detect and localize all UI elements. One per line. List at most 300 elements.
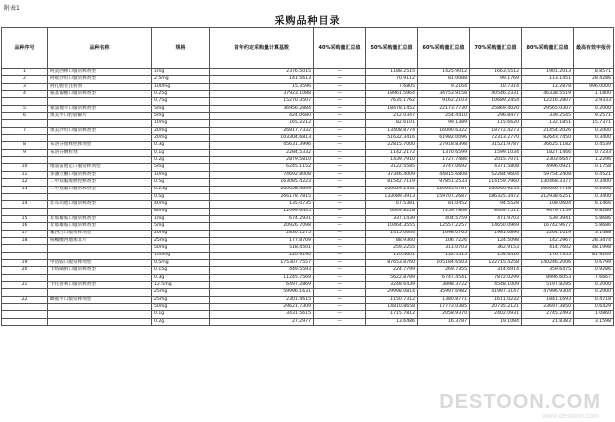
table-row [2,289,614,296]
cell-p60: 97851.2533 [418,179,470,186]
cell-p40: — [314,193,366,200]
cell-p50: 22815.7000 [366,142,418,149]
cell-p60: 99.1389 [418,120,470,127]
cell-seq: 3 [2,83,48,90]
cell-name: 雌福平口服常释剂型 [48,296,152,303]
cell-base: 2376.5015 [210,69,314,76]
cell-name [48,274,152,281]
cell-p40: — [314,274,366,281]
table-row [2,230,614,237]
table-row [2,69,614,76]
cell-max: 0.6429 [574,304,614,311]
cell-spec: 5mg [152,223,210,230]
cell-name [48,289,152,296]
cell-p60: 120035.0787 [418,186,470,193]
cell-p50: 7635.1762 [366,98,418,105]
cell-p60: 132.5515 [418,252,470,259]
cell-seq [2,311,48,318]
cell-spec: 5mg [152,113,210,120]
table-row [2,252,614,259]
cell-p80: 46338.5519 [522,91,574,98]
cell-seq: 16 [2,223,48,230]
cell-p80: 212938.6251 [522,193,574,200]
cell-p70: 122715.4258 [470,259,522,266]
cell-max: 1.1800 [574,91,614,98]
cell-spec: 50mg [152,245,210,252]
cell-name: 非那雄胺口服常释剂型 [48,215,152,222]
cell-p70: 2402.0931 [470,311,522,318]
cell-spec: 5mg [152,164,210,171]
cell-p40: — [314,149,366,156]
cell-spec: 20mg [152,127,210,134]
cell-p80: 160046.7718 [522,186,574,193]
cell-max: 0.4718 [574,296,614,303]
cell-p50: 13408.8774 [366,127,418,134]
cell-name [48,208,152,215]
cell-seq: 9 [2,149,48,156]
cell-seq [2,304,48,311]
cell-base: 27.2977 [210,318,314,325]
cell-p60: 81.0088 [418,76,470,83]
table-row [2,208,614,215]
cell-p50: 7.6805 [366,83,418,90]
cell-name: 阿扎胞苷注射剂 [48,83,152,90]
cell-name [48,120,152,127]
cell-base: 424.0680 [210,113,314,120]
cell-p50: 88.9360 [366,237,418,244]
cell-spec: 1mg [152,69,210,76]
cell-p40: — [314,208,366,215]
cell-p40: — [314,142,366,149]
cell-seq: 4 [2,91,48,98]
cell-p50: 1415.0644 [366,230,418,237]
cell-p50: 18478.1452 [366,105,418,112]
cell-base: 2830.1275 [210,230,314,237]
cell-p70: 1611.0232 [470,296,522,303]
cell-p60: 16090.6322 [418,127,470,134]
cell-p40: — [314,69,366,76]
cell-p50: 10464.3555 [366,223,418,230]
cell-base: 135.0735 [210,201,314,208]
cell-base: 175307.7557 [210,259,314,266]
cell-max: 6.8286 [574,208,614,215]
cell-base: 45631.3996 [210,142,314,149]
cell-p80: 47996.9304 [522,289,574,296]
cell-max: 0.3400 [574,179,614,186]
cell-spec: 0.15g [152,267,210,274]
cell-base: 674.2931 [210,215,314,222]
cell-seq: 6 [2,113,48,120]
cell-seq: 17 [2,230,48,237]
cell-spec: 0.5g [152,179,210,186]
cell-name: 阿莫西林口服常释剂型 [48,69,152,76]
cell-p70: 99.1769 [470,76,522,83]
table-row [2,142,614,149]
cell-p80: 2264.1019 [522,230,574,237]
cell-base: 6497.2869 [210,281,314,288]
cell-p70: 7872.0299 [470,274,522,281]
cell-spec: 40mg [152,201,210,208]
cell-p70: 8469.7511 [470,208,522,215]
cell-p60: 1425.9012 [418,69,470,76]
cell-p40: — [314,259,366,266]
table-row [2,179,614,186]
cell-p50: 18961.5964 [366,91,418,98]
cell-p40: — [314,186,366,193]
cell-max: 8.8571 [574,69,614,76]
table-row [2,83,614,90]
cell-p50: 224.7799 [366,267,418,274]
cell-p60: 159707.2687 [418,193,470,200]
cell-name: 地氯雷他定口服常释剂型 [48,164,152,171]
header-base: 首年约定采购量计算基数 [210,28,314,69]
cell-base: 11245.7569 [210,274,314,281]
cell-base: 177.8709 [210,237,314,244]
cell-p70: 40546.2331 [470,91,522,98]
cell-p40: — [314,171,366,178]
header-p40: 40%采购量汇总值 [314,28,366,69]
cell-spec: 0.25g [152,91,210,98]
cell-p60: 311.0703 [418,245,470,252]
cell-p70: 25869.4020 [470,105,522,112]
cell-p50: 133089.3913 [366,193,418,200]
cell-p40: — [314,289,366,296]
cell-base: 20926.7098 [210,223,314,230]
cell-p70: 1663.5512 [470,69,522,76]
cell-name: 枸橼酸西地那非片 [48,237,152,244]
cell-p60: 61982.0096 [418,135,470,142]
cell-base: 29621.7309 [210,304,314,311]
cell-p60: 81.0452 [418,201,470,208]
cell-spec: 0.75g [152,98,210,105]
cell-p80: 29565.0307 [522,105,574,112]
cell-spec: 10mg [152,171,210,178]
cell-p70: 314.6914 [470,267,522,274]
cell-p40: — [314,76,366,83]
cell-p70: 72313.2770 [470,135,522,142]
cell-p40: — [314,237,366,244]
cell-p60: 254.4410 [418,113,470,120]
cell-seq [2,274,48,281]
cell-p60: 3898.3722 [418,281,470,288]
cell-p80: 5197.8295 [522,281,574,288]
cell-spec: 12.5mg [152,281,210,288]
cell-max: 1.0860 [574,311,614,318]
cell-name: 阿吡沙坦口服常释剂型 [48,76,152,83]
cell-name: 氨基葡糖口服常释剂型 [48,91,152,98]
cell-name: 奥美沙坦口服常释剂型 [48,127,152,134]
cell-p80: 9679.7159 [522,208,574,215]
cell-base: 200058.4649 [210,186,314,193]
cell-seq: 8 [2,142,48,149]
cell-name: 氨氯地平口服常释剂型 [48,105,152,112]
table-row [2,318,614,325]
cell-p40: — [314,281,366,288]
cell-base: 266178.7815 [210,193,314,200]
cell-p40: — [314,135,366,142]
cell-p40: — [314,318,366,325]
cell-p80: 36625.1182 [522,142,574,149]
table-row [2,186,614,193]
cell-spec: 0.25g [152,186,210,193]
cell-spec: 0.3g [152,142,210,149]
cell-base: 165.2212 [210,120,314,127]
cell-max: 2.9333 [574,98,614,105]
cell-base: 59996.1631 [210,289,314,296]
cell-p40: — [314,164,366,171]
page-title: 采购品种目录 [274,16,341,27]
watermark-url: www.destoon.com [542,413,599,420]
cell-p40: — [314,113,366,120]
cell-p50: 1715.7812 [366,311,418,318]
table-row [2,215,614,222]
cell-p60: 22173.7730 [418,105,470,112]
cell-base: 36956.2884 [210,105,314,112]
cell-max: 0.2000 [574,289,614,296]
cell-max: 6.1466 [574,201,614,208]
cell-max: 0.2000 [574,127,614,134]
cell-p70: 2015.7071 [470,157,522,164]
cell-max: 0.2000 [574,105,614,112]
table-row [2,267,614,274]
cell-base: 26817.7332 [210,127,314,134]
cell-base: 37923.1088 [210,91,314,98]
cell-p50: 51632.3416 [366,135,418,142]
table-row [2,237,614,244]
cell-p80: 1827.1466 [522,149,574,156]
cell-p80: 142.2967 [522,237,574,244]
cell-p50: 29998.0814 [366,289,418,296]
cell-p40: — [314,252,366,259]
cell-name: 非那雄胺口服常释剂型 [48,223,152,230]
cell-spec: 0.1g [152,149,210,156]
table-row [2,105,614,112]
cell-p80: 12216.2807 [522,98,574,105]
cell-p60: 404.5759 [418,215,470,222]
cell-spec: 100mg [152,252,210,259]
cell-spec: 10mg [152,120,210,127]
cell-p40: — [314,98,366,105]
cell-p70: 154.6416 [470,252,522,259]
cell-spec: 20mg [152,135,210,142]
cell-max: 0.4539 [574,142,614,149]
cell-name: 卡托普利口服常释剂型 [48,281,152,288]
cell-p50: 259.2255 [366,245,418,252]
cell-seq: 11 [2,171,48,178]
table-row [2,113,614,120]
cell-spec: 50mg [152,304,210,311]
cell-max: 0.9286 [574,267,614,274]
table-row [2,223,614,230]
cell-seq [2,120,48,127]
cell-p60: 6747.4541 [418,274,470,281]
cell-p50: 212.0347 [366,113,418,120]
cell-name: 二甲双胍口服常释剂型 [48,186,152,193]
cell-p40: — [314,201,366,208]
cell-seq [2,98,48,105]
cell-base: 141.5613 [210,76,314,83]
cell-p40: — [314,83,366,90]
cell-p50: 3248.6439 [366,281,418,288]
table-row [2,281,614,288]
cell-p40: — [314,215,366,222]
cell-p60: 9162.2103 [418,98,470,105]
cell-p80: 132.1851 [522,120,574,127]
cell-name [48,135,152,142]
cell-p50: 37346.4009 [366,171,418,178]
cell-spec: 0.5g [152,193,210,200]
cell-name [48,245,152,252]
cell-p70: 1599.1034 [470,149,522,156]
cell-p80: 23697.3850 [522,304,574,311]
table-row [2,120,614,127]
header-p50: 50%采购量汇总值 [366,28,418,69]
table-row [2,296,614,303]
cell-p40: — [314,179,366,186]
cell-p80: 113.1451 [522,76,574,83]
cell-p80: 140246.2006 [522,259,574,266]
cell-seq: 7 [2,127,48,134]
cell-base: 2284.5332 [210,149,314,156]
cell-p40: — [314,230,366,237]
cell-p50: 13.6486 [366,318,418,325]
cell-p50: 87653.8760 [366,259,418,266]
cell-name [48,98,152,105]
cell-p50: 1142.2172 [366,149,418,156]
cell-base: 2879.5810 [210,157,314,164]
cell-p80: 12.2878 [522,83,574,90]
cell-p60: 27918.8398 [418,142,470,149]
cell-max: 48.1998 [574,245,614,252]
cell-p50: 81542.7119 [366,179,418,186]
table-row [2,245,614,252]
table-row [2,98,614,105]
cell-spec: 0.5mg [152,259,210,266]
cell-name [48,304,152,311]
cell-name [48,252,152,259]
cell-name: 非布司他口服常释剂型 [48,201,152,208]
table-row [2,91,614,98]
table-row [2,164,614,171]
cell-p40: — [314,296,366,303]
cell-seq: 13 [2,186,48,193]
header-p60: 60%采购量汇总值 [418,28,470,69]
cell-max: 9.2571 [574,113,614,120]
cell-p80: 16742.9677 [522,223,574,230]
cell-p50: 1150.7312 [366,296,418,303]
table-row [2,193,614,200]
cell-p50: 6049.8228 [366,208,418,215]
procurement-table [1,27,614,326]
cell-seq: 12 [2,179,48,186]
cell-spec: 5mg [152,105,210,112]
cell-seq [2,289,48,296]
cell-seq: 19 [2,259,48,266]
cell-base: 2301.4615 [210,296,314,303]
cell-seq: 18 [2,237,48,244]
cell-max: 81.9240 [574,252,614,259]
cell-max: 0.7233 [574,149,614,156]
cell-spec: 25mg [152,289,210,296]
cell-base: 6245.1152 [210,164,314,171]
cell-p40: — [314,223,366,230]
cell-p70: 41997.3147 [470,289,522,296]
cell-max: 7.6667 [574,274,614,281]
cell-p50: 14810.8658 [366,304,418,311]
cell-p80: 21.8383 [522,318,574,325]
cell-max: 0.3400 [574,193,614,200]
cell-name: 二甲双胍缓释控释剂型 [48,179,152,186]
cell-base: 74692.8008 [210,171,314,178]
header-name: 品种名称 [48,28,152,69]
cell-p80: 539.3941 [522,215,574,222]
cell-p60: 35997.6982 [418,289,470,296]
cell-spec: 0.2g [152,318,210,325]
cell-p70: 14650.0969 [470,223,522,230]
cell-base: 15.3596 [210,83,314,90]
cell-p70: 20735.2121 [470,304,522,311]
cell-p70: 31521.9787 [470,142,522,149]
cell-p60: 3747.0692 [418,164,470,171]
cell-p80: 2303.6647 [522,157,574,164]
cell-p70: 18772.4273 [470,127,522,134]
cell-p50: 70.9112 [366,76,418,83]
cell-seq [2,318,48,325]
cell-seq: 2 [2,76,48,83]
cell-p50: 82.6101 [366,120,418,127]
cell-base: 103304.6813 [210,135,314,142]
cell-p60: 106.7226 [418,237,470,244]
cell-p50: 3122.5585 [366,164,418,171]
cell-p70: 296.8477 [470,113,522,120]
cell-p70: 114159.7960 [470,179,522,186]
cell-p70: 4371.5808 [470,164,522,171]
cell-name [48,311,152,318]
cell-spec: 80mg [152,208,210,215]
cell-spec: 2.5mg [152,76,210,83]
cell-p50: 67.5381 [366,201,418,208]
cell-spec: 0.1g [152,311,210,318]
cell-p70: 140040.9253 [470,186,522,193]
cell-p60: 1698.0765 [418,230,470,237]
cell-p80: 176.7355 [522,252,574,259]
cell-name [48,193,152,200]
cell-spec: 25mg [152,237,210,244]
cell-p60: 44815.6808 [418,171,470,178]
cell-p80: 4996.0921 [522,164,574,171]
cell-max: 0.3400 [574,135,614,142]
cell-p60: 12557.2257 [418,223,470,230]
cell-max: 0.2000 [574,281,614,288]
cell-name [48,318,152,325]
cell-p60: 2058.9370 [418,311,470,318]
table-row [2,311,614,318]
cell-p60: 1727.7486 [418,157,470,164]
cell-spec: 100mg [152,83,210,90]
cell-seq: 21 [2,281,48,288]
cell-p70: 1981.0894 [470,230,522,237]
table-row [2,76,614,83]
cell-base: 449.5593 [210,267,314,274]
cell-p70: 10689.2454 [470,98,522,105]
cell-p70: 4548.1009 [470,281,522,288]
cell-seq: 10 [2,164,48,171]
cell-name: 卡络磺钠口服常释剂型 [48,267,152,274]
cell-p80: 8996.6053 [522,274,574,281]
table-header-row [2,28,614,69]
annex-label: 附表1 [4,5,20,12]
cell-p70: 115.6620 [470,120,522,127]
